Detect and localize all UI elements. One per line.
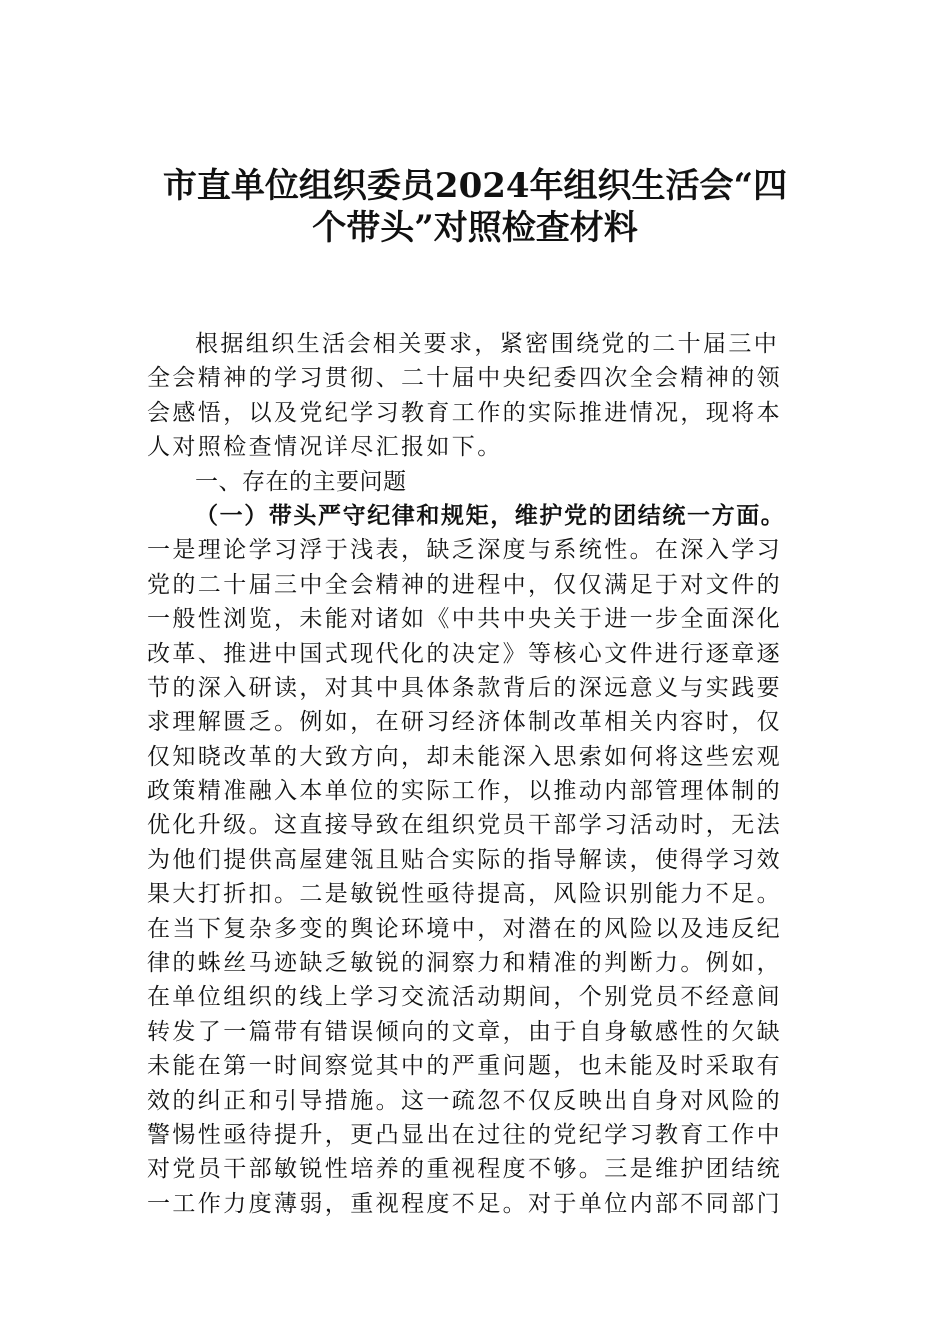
document-title-line-1: 市直单位组织委员2024年组织生活会“四 xyxy=(162,166,788,206)
paragraph-line: 效的纠正和引导措施。这一疏忽不仅反映出自身对风险的 xyxy=(147,1087,782,1114)
paragraph-line: 在单位组织的线上学习交流活动期间，个别党员不经意间 xyxy=(147,984,782,1011)
paragraph-line: 对党员干部敏锐性培养的重视程度不够。三是维护团结统 xyxy=(147,1156,782,1183)
document-body xyxy=(147,327,807,1221)
paragraph-line: 节的深入研读，对其中具体条款背后的深远意义与实践要 xyxy=(147,674,782,701)
paragraph-line: 优化升级。这直接导致在组织党员干部学习活动时，无法 xyxy=(147,812,782,839)
paragraph-line: 仅知晓改革的大致方向，却未能深入思索如何将这些宏观 xyxy=(147,743,782,770)
section-subheading: （一）带头严守纪律和规矩，维护党的团结统一方面。 xyxy=(195,501,786,529)
paragraph-line: 转发了一篇带有错误倾向的文章，由于自身敏感性的欠缺 xyxy=(147,1018,782,1045)
paragraph-line: 果大打折扣。二是敏锐性亟待提高，风险识别能力不足。 xyxy=(147,881,782,908)
paragraph-line: 党的二十届三中全会精神的进程中，仅仅满足于对文件的 xyxy=(147,571,782,598)
paragraph-line: 改革、推进中国式现代化的决定》等核心文件进行逐章逐 xyxy=(147,640,782,667)
paragraph-line: 政策精准融入本单位的实际工作，以推动内部管理体制的 xyxy=(147,778,782,805)
paragraph-line: 求理解匮乏。例如，在研习经济体制改革相关内容时，仅 xyxy=(147,709,782,736)
paragraph-line: 律的蛛丝马迹缺乏敏锐的洞察力和精准的判断力。例如， xyxy=(147,950,782,977)
intro-line: 根据组织生活会相关要求，紧密围绕党的二十届三中 xyxy=(195,331,780,357)
paragraph-line: 在当下复杂多变的舆论环境中，对潜在的风险以及违反纪 xyxy=(147,915,782,942)
paragraph-line: 未能在第一时间察觉其中的严重问题，也未能及时采取有 xyxy=(147,1053,782,1080)
paragraph-line: 一工作力度薄弱，重视程度不足。对于单位内部不同部门 xyxy=(147,1190,782,1217)
intro-line: 人对照检查情况详尽汇报如下。 xyxy=(147,434,503,461)
paragraph-line: 一是理论学习浮于浅表，缺乏深度与系统性。在深入学习 xyxy=(147,537,782,564)
paragraph-line: 为他们提供高屋建瓴且贴合实际的指导解读，使得学习效 xyxy=(147,846,782,873)
document-title-line-2: 个带头”对照检查材料 xyxy=(312,208,638,248)
intro-line: 全会精神的学习贯彻、二十届中央纪委四次全会精神的领 xyxy=(147,365,782,392)
intro-line: 会感悟，以及党纪学习教育工作的实际推进情况，现将本 xyxy=(147,399,782,426)
paragraph-line: 警惕性亟待提升，更凸显出在过往的党纪学习教育工作中 xyxy=(147,1121,782,1148)
section-heading: 一、存在的主要问题 xyxy=(195,468,407,495)
paragraph-line: 一般性浏览，未能对诸如《中共中央关于进一步全面深化 xyxy=(147,606,782,633)
